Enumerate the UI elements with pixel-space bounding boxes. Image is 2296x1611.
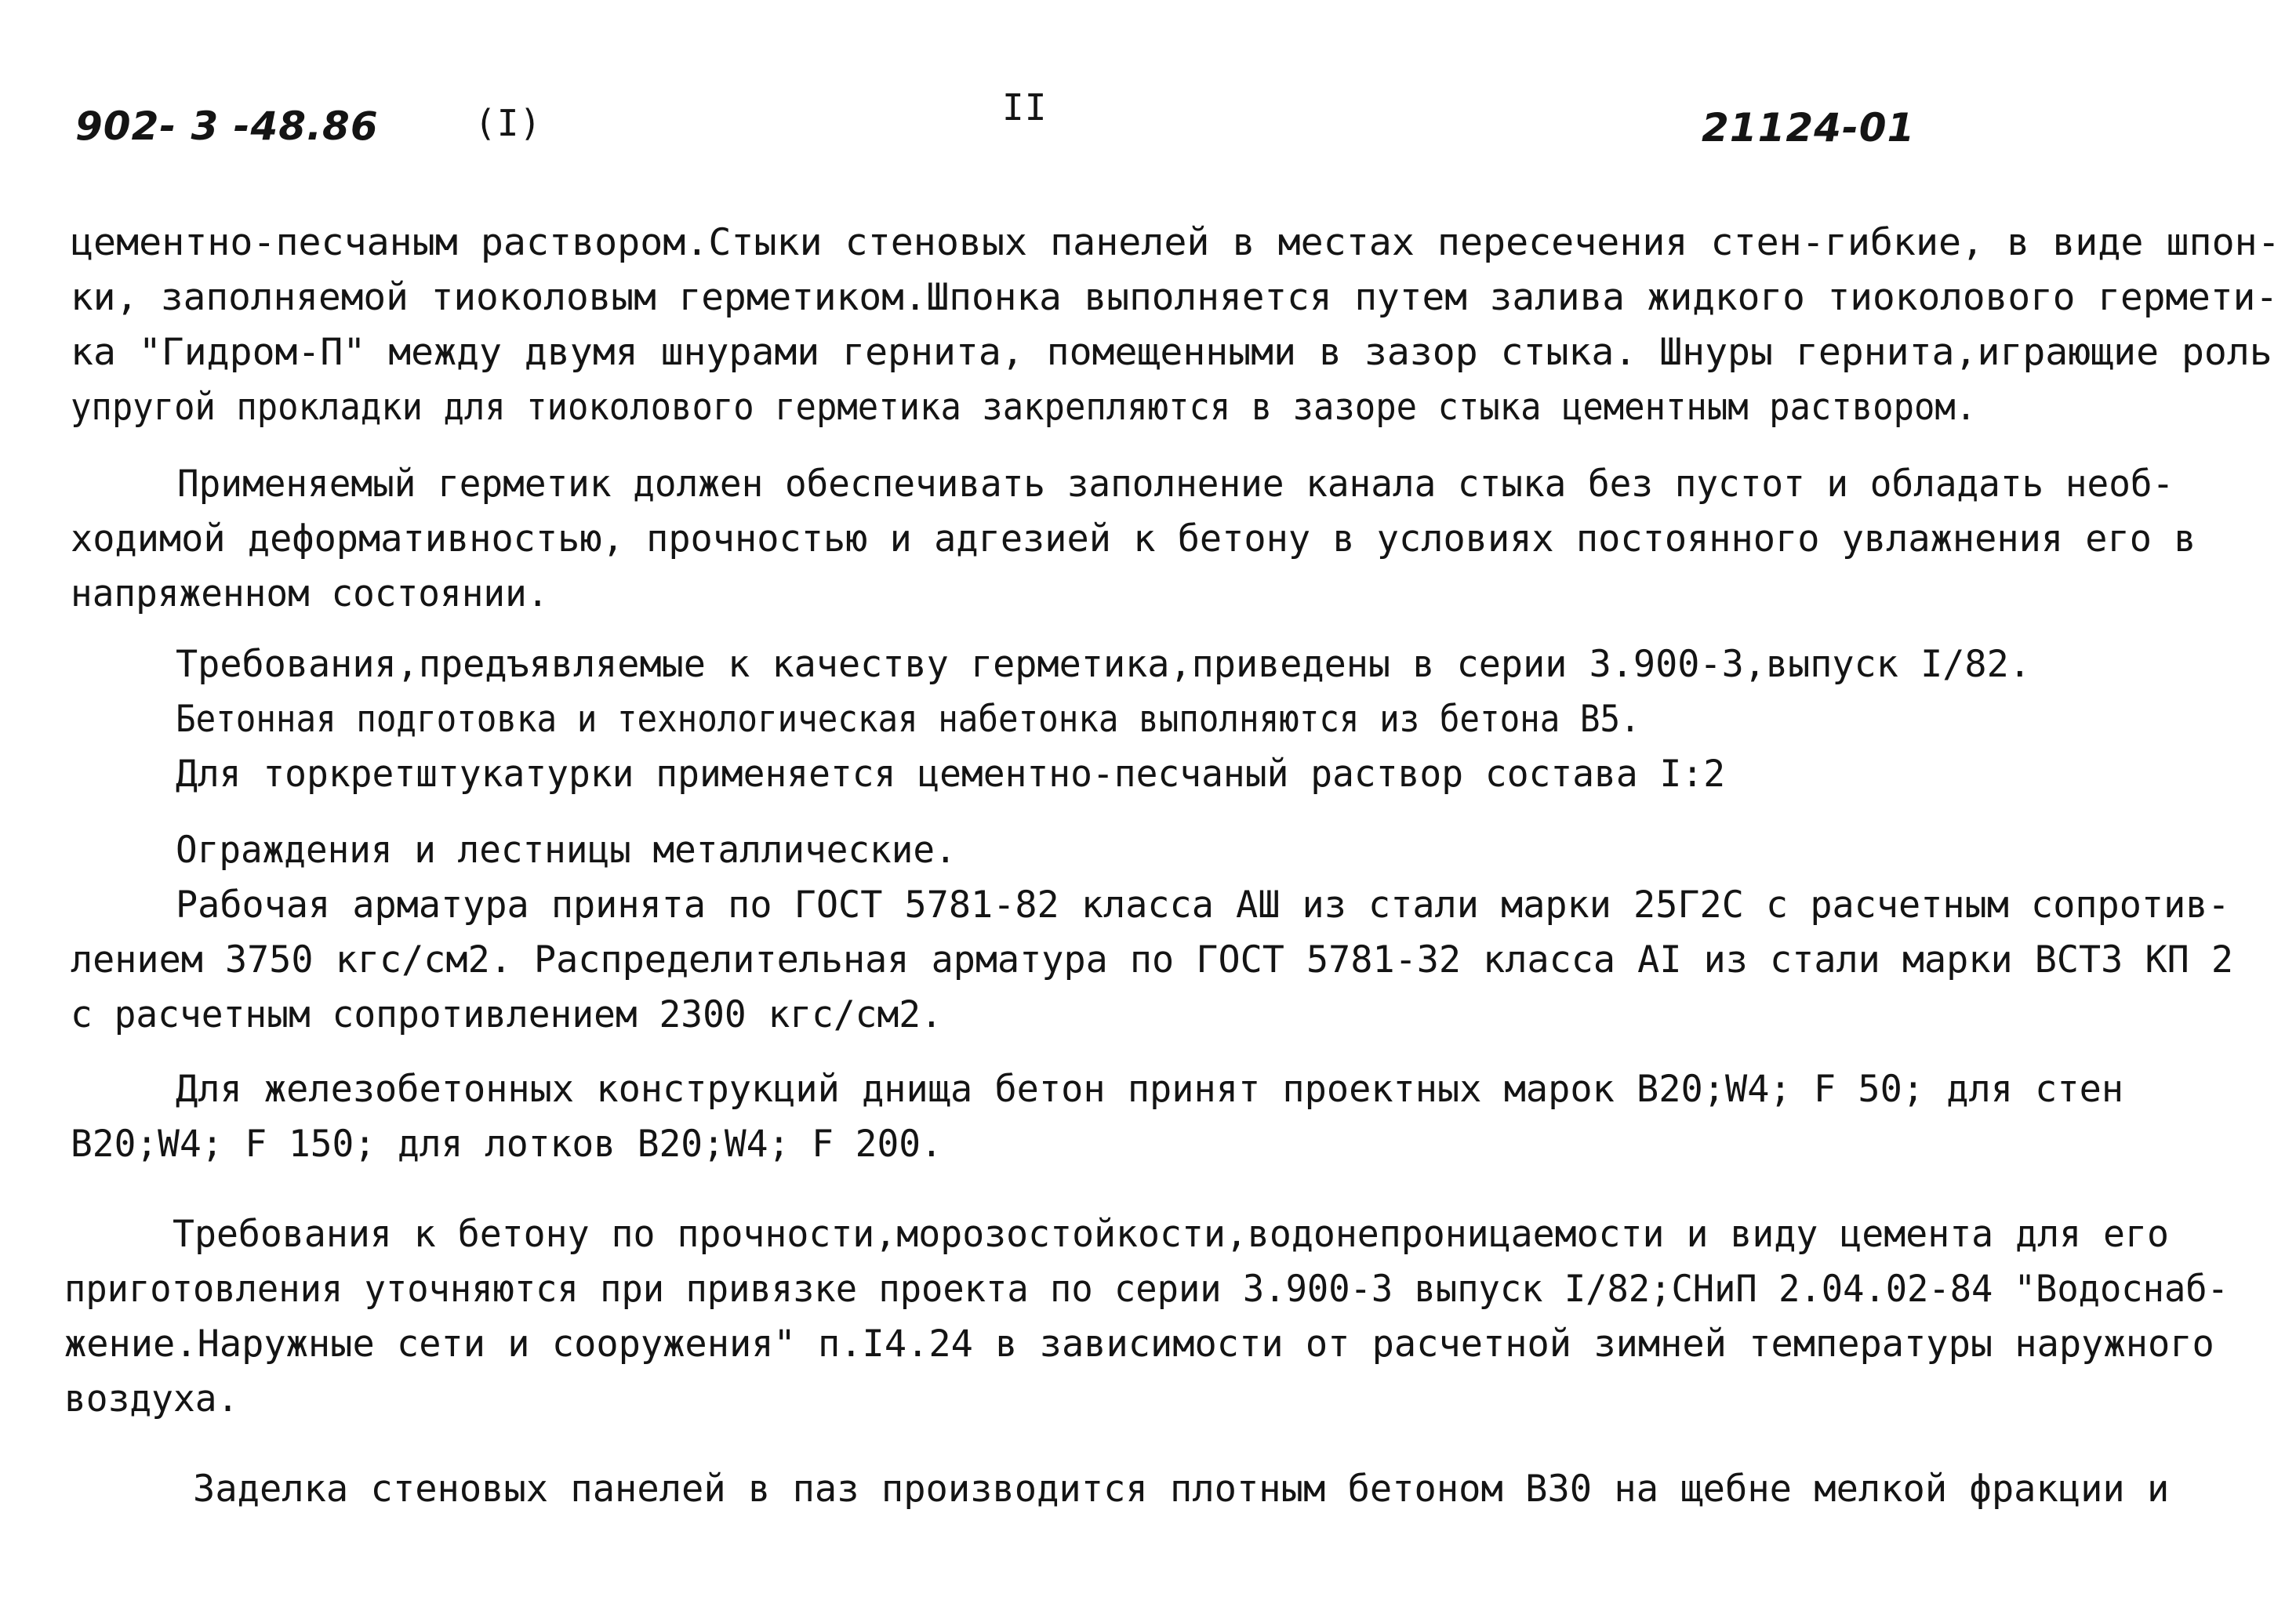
text-line: приготовления уточняются при привязке проекта по серии 3.900-3 выпуск I/82;СНиП 2.04.02-84 "Водоснаб- xyxy=(64,1268,2229,1311)
text-line: Требования,предъявляемые к качеству герметика,приведены в серии 3.900-3,выпуск I/82. xyxy=(176,643,2031,686)
text-line: Бетонная подготовка и технологическая набетонка выполняются из бетона В5. xyxy=(176,698,1640,741)
text-line: ки, заполняемой тиоколовым герметиком.Шпонка выполняется путем залива жидкого тиоколового гермети- xyxy=(71,276,2279,319)
text-line: ходимой деформативностью, прочностью и адгезией к бетону в условиях постоянного увлажнения его в xyxy=(71,517,2196,561)
text-line: цементно-песчаным раствором.Стыки стеновых панелей в местах пересечения стен-гибкие, в виде шпон- xyxy=(71,221,2280,264)
text-line: Заделка стеновых панелей в паз производится плотным бетоном В30 на щебне мелкой фракции и xyxy=(193,1468,2170,1511)
text-line: Рабочая арматура принята по ГОСТ 5781-82 класса АШ из стали марки 25Г2С с расчетным сопротив- xyxy=(176,884,2230,927)
text-line: с расчетным сопротивлением 2300 кгс/см2. xyxy=(71,993,943,1036)
text-line: Для торкретштукатурки применяется цементно-песчаный раствор состава I:2 xyxy=(176,753,1726,796)
page-number: II xyxy=(1002,86,1048,129)
sheet-code: 21124-01 xyxy=(1702,105,1916,151)
text-line: В20;W4; F 150; для лотков В20;W4; F 200. xyxy=(71,1123,943,1166)
text-line: Ограждения и лестницы металлические. xyxy=(176,829,957,872)
text-line: ка "Гидром-П" между двумя шнурами гернита, помещенными в зазор стыка. Шнуры гернита,играющие роль xyxy=(71,331,2272,374)
text-line: лением 3750 кгс/см2. Распределительная арматура по ГОСТ 5781-32 класса АI из стали марки ВСТ3 КП 2 xyxy=(71,938,2234,981)
text-line: Для железобетонных конструкций днища бетон принят проектных марок В20;W4; F 50; для стен xyxy=(176,1068,2124,1111)
text-line: Требования к бетону по прочности,морозостойкости,водонепроницаемости и виду цемента для его xyxy=(173,1213,2169,1256)
text-line: Применяемый герметик должен обеспечивать заполнение канала стыка без пустот и обладать необ- xyxy=(177,463,2174,506)
text-line: жение.Наружные сети и сооружения" п.I4.24 в зависимости от расчетной зимней температуры наружного xyxy=(64,1323,2214,1366)
text-line: воздуха. xyxy=(64,1377,239,1421)
part-number: (I) xyxy=(474,102,543,144)
text-line: упругой прокладки для тиоколового герметика закрепляются в зазоре стыка цементным раствором. xyxy=(71,386,1977,429)
text-line: напряженном состоянии. xyxy=(71,572,549,615)
document-code: 902- 3 -48.86 xyxy=(75,103,379,149)
